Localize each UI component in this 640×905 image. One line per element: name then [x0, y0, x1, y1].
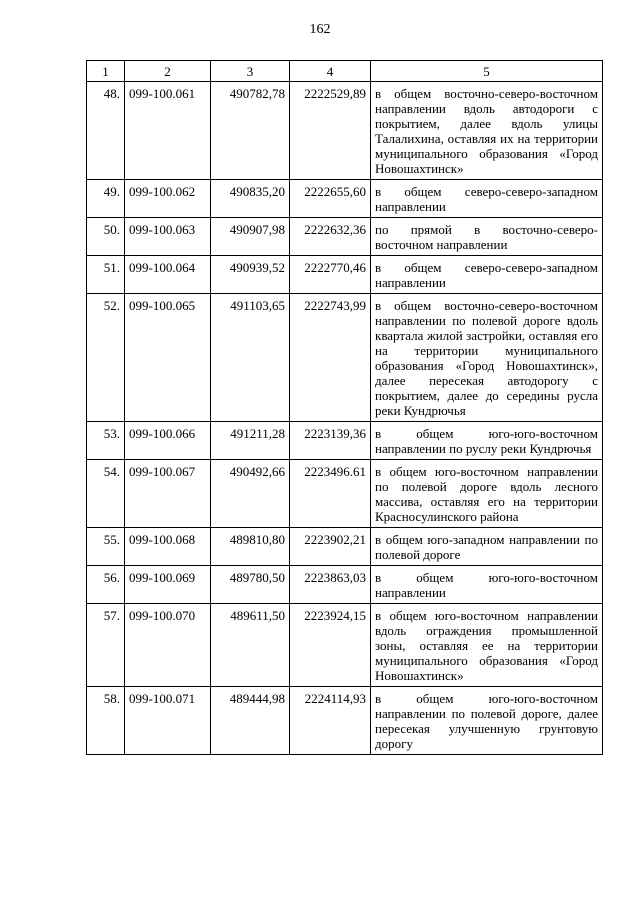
- boundary-description: в общем юго-восточном направлении по полевой дороге вдоль лесного массива, оставляя его на территории Красносулинского района: [371, 460, 603, 528]
- coordinate-y: 2223496.61: [290, 460, 371, 528]
- coordinate-x: 490835,20: [211, 180, 290, 218]
- coordinate-y: 2223863,03: [290, 566, 371, 604]
- header-col-5: 5: [371, 61, 603, 82]
- boundary-table: [86, 60, 603, 755]
- row-number: 53.: [87, 422, 125, 460]
- header-col-4: 4: [290, 61, 371, 82]
- row-number: 58.: [87, 687, 125, 755]
- point-code: 099-100.066: [125, 422, 211, 460]
- row-number: 54.: [87, 460, 125, 528]
- point-code: 099-100.065: [125, 294, 211, 422]
- coordinate-x: 489444,98: [211, 687, 290, 755]
- header-col-3: 3: [211, 61, 290, 82]
- coordinate-y: 2224114,93: [290, 687, 371, 755]
- row-number: 57.: [87, 604, 125, 687]
- boundary-description: в общем северо-северо-западном направлении: [371, 180, 603, 218]
- row-number: 48.: [87, 82, 125, 180]
- row-number: 52.: [87, 294, 125, 422]
- table-row: [87, 528, 603, 566]
- coordinate-y: 2223902,21: [290, 528, 371, 566]
- header-col-1: 1: [87, 61, 125, 82]
- table-header: [87, 61, 603, 82]
- row-number: 49.: [87, 180, 125, 218]
- coordinate-x: 489780,50: [211, 566, 290, 604]
- table-row: [87, 294, 603, 422]
- coordinate-y: 2223924,15: [290, 604, 371, 687]
- boundary-description: в общем юго-западном направлении по полевой дороге: [371, 528, 603, 566]
- point-code: 099-100.067: [125, 460, 211, 528]
- coordinate-y: 2222743,99: [290, 294, 371, 422]
- point-code: 099-100.071: [125, 687, 211, 755]
- header-row: [87, 61, 603, 82]
- point-code: 099-100.062: [125, 180, 211, 218]
- boundary-description: в общем северо-северо-западном направлении: [371, 256, 603, 294]
- coordinate-x: 490907,98: [211, 218, 290, 256]
- page-number: 162: [309, 22, 331, 37]
- coordinate-x: 489810,80: [211, 528, 290, 566]
- point-code: 099-100.068: [125, 528, 211, 566]
- table-row: [87, 422, 603, 460]
- table-row: [87, 604, 603, 687]
- table-row: [87, 460, 603, 528]
- table-body: [87, 82, 603, 755]
- coordinate-x: 490782,78: [211, 82, 290, 180]
- table-row: [87, 82, 603, 180]
- point-code: 099-100.061: [125, 82, 211, 180]
- coordinate-y: 2222529,89: [290, 82, 371, 180]
- coordinate-y: 2222632,36: [290, 218, 371, 256]
- coordinate-x: 490939,52: [211, 256, 290, 294]
- boundary-description: в общем юго-юго-восточном направлении: [371, 566, 603, 604]
- coordinate-x: 491103,65: [211, 294, 290, 422]
- table-row: [87, 218, 603, 256]
- row-number: 55.: [87, 528, 125, 566]
- boundary-description: по прямой в восточно-северо-восточном направлении: [371, 218, 603, 256]
- row-number: 50.: [87, 218, 125, 256]
- point-code: 099-100.070: [125, 604, 211, 687]
- point-code: 099-100.069: [125, 566, 211, 604]
- boundary-description: в общем юго-восточном направлении вдоль ограждения промышленной зоны, оставляя ее на территории муниципального образования «Город Новошахтинск»: [371, 604, 603, 687]
- boundary-description: в общем юго-юго-восточном направлении по руслу реки Кундрючья: [371, 422, 603, 460]
- coordinate-y: 2222655,60: [290, 180, 371, 218]
- table-row: [87, 687, 603, 755]
- coordinate-x: 489611,50: [211, 604, 290, 687]
- boundary-description: в общем восточно-северо-восточном направлении вдоль автодороги с покрытием, далее вдоль улицы Талалихина, оставляя их на территории муниципального образования «Город Новошахтинск»: [371, 82, 603, 180]
- point-code: 099-100.064: [125, 256, 211, 294]
- coordinate-y: 2223139,36: [290, 422, 371, 460]
- row-number: 51.: [87, 256, 125, 294]
- row-number: 56.: [87, 566, 125, 604]
- boundary-description: в общем восточно-северо-восточном направлении по полевой дороге вдоль квартала жилой застройки, оставляя его на территории муниципального образования «Город Новошахтинск», далее пересекая автодорогу с покрытием, далее до середины русла реки Кундрючья: [371, 294, 603, 422]
- coordinate-x: 491211,28: [211, 422, 290, 460]
- boundary-description: в общем юго-юго-восточном направлении по полевой дороге, далее пересекая улучшенную грунтовую дорогу: [371, 687, 603, 755]
- table-row: [87, 256, 603, 294]
- point-code: 099-100.063: [125, 218, 211, 256]
- header-col-2: 2: [125, 61, 211, 82]
- coordinate-x: 490492,66: [211, 460, 290, 528]
- table-row: [87, 566, 603, 604]
- coordinate-y: 2222770,46: [290, 256, 371, 294]
- table-row: [87, 180, 603, 218]
